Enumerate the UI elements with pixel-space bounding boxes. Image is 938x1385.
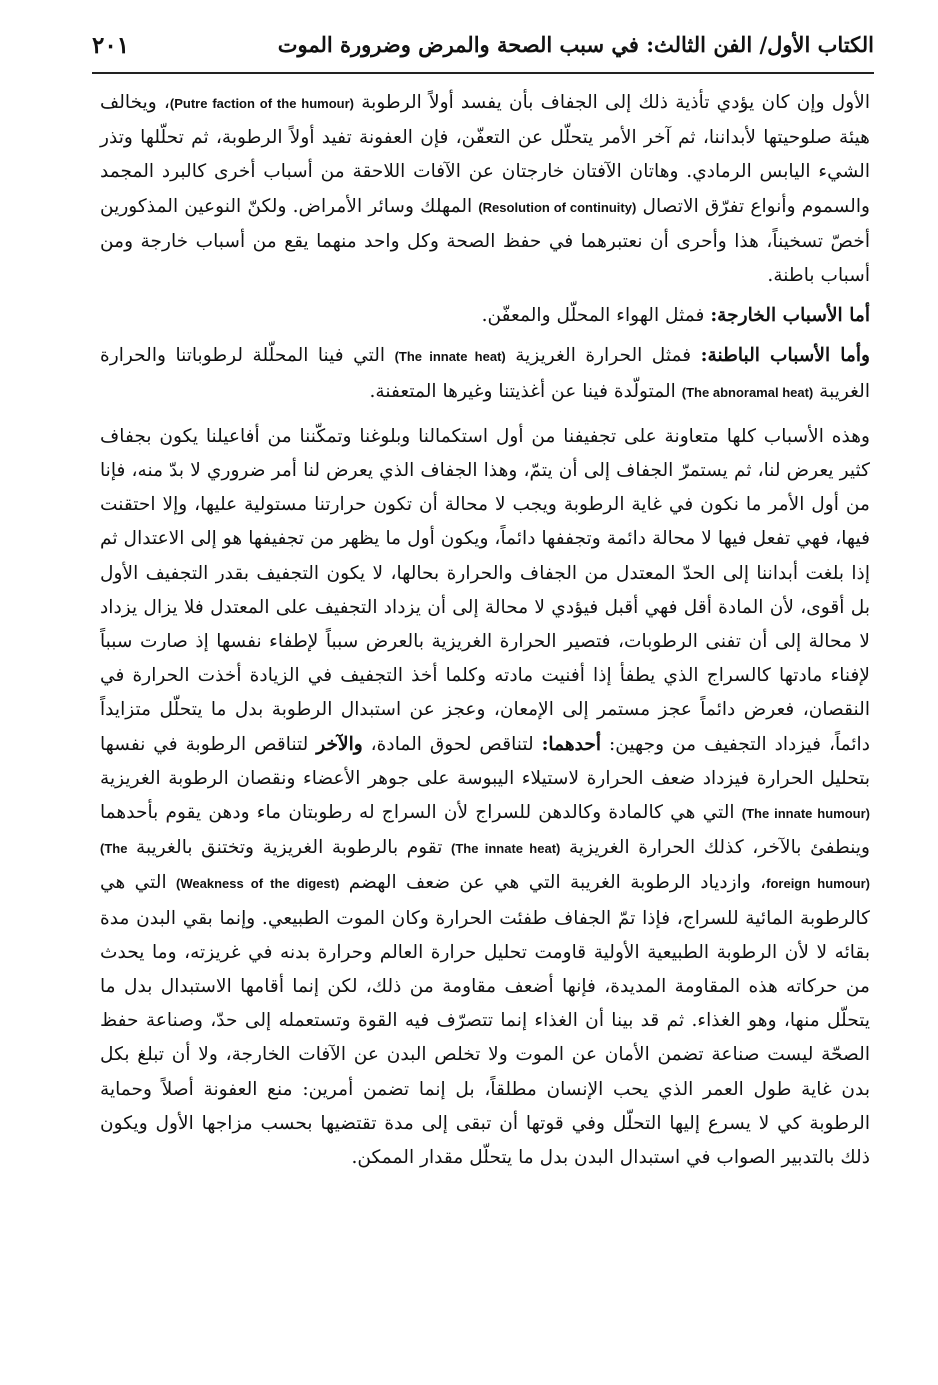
text-run: تقوم بالرطوبة الغريزية وتختنق بالغريبة xyxy=(136,837,443,859)
english-term: (The innate humour) xyxy=(741,806,870,822)
text-run: وهذه الأسباب كلها متعاونة على تجفيفنا من أول استكمالنا وبلوغنا وتمكّننا من أفاعيلنا يكون بجفاف كثير يعرض لنا، ثم يستمرّ الجفاف إلى أن يتمّ، وهذا الجفاف الذي يعرض لنا أمر ضروري لا بدّ منه، فإنا من أول الأمر ما نكون في غاية الرطوبة ويجب لا محالة أن تكون حرارتنا مستولية عليها، وإلا احتقنت فيها، فهي تفعل فيها لا محالة دائمة وتجففها دائماً، ويكون أول ما يظهر من تجفيفها هو إلى الاعتدال ثم إذا بلغت أبداننا إلى الحدّ المعتدل من الجفاف والحرارة بحالها، لا يكون التجفيف بقدر التجفيف الأول بل أقوى، لأن المادة أقل فهي أقبل فيؤدي لا محالة إلى أن يزداد التجفيف على المعتدل فلا يزال يزداد لا محالة إلى أن تفنى الرطوبات، فتصير الحرارة الغريزية بالعرض سبباً لإطفاء نفسها إذ صارت سبباً لإفناء مادتها كالسراج الذي يطفأ إذا أفنيت مادته وكلما أخذ التجفيف في الزيادة أخذت الحرارة في النقصان، فعرض دائماً عجز مستمر إلى الإمعان، وعجز عن استبدال الرطوبة بدل ما يتحلّل متزايداً دائماً، فيزداد التجفيف من وجهين: xyxy=(100,425,870,755)
page-header xyxy=(92,28,874,74)
text-run: ، ويخالف هيئة صلوحيتها لأبداننا، ثم آخر الأمر يتحلّل عن التعفّن، فإن العفونة تفيد أولاً الرطوبة، ثم تحلّلها وتذر الشيء اليابس الرمادي. وهاتان الآفتان خارجتان عن الآفات اللاحقة من أسباب أخرى كالبرد المجمد والسموم وأنواع تفرّق الاتصال xyxy=(100,92,870,217)
header-rule xyxy=(92,72,874,74)
section-label: أما الأسباب الخارجة: xyxy=(710,305,870,327)
english-term: (Resolution of continuity) xyxy=(478,199,637,215)
main-text xyxy=(100,86,870,1175)
text-run: الأول وإن كان يؤدي تأذية ذلك إلى الجفاف بأن يفسد أولاً الرطوبة xyxy=(361,92,870,113)
paragraph xyxy=(100,339,870,409)
text-run: التي هي كالمادة وكالدهن للسراج لأن السراج له رطوبتان ماء ودهن يقوم بأحدهما وينطفئ بالآخر، كذلك الحرارة الغريزية xyxy=(100,802,870,859)
text-run: المهلك وسائر الأمراض. ولكنّ النوعين المذكورين أخصّ تسخيناً، هذا وأحرى أن نعتبرهما في حفظ الصحة وكل واحد منهما يقع من أسباب خارجة ومن أسباب باطنة. xyxy=(100,195,870,287)
english-term: (Weakness of the digest) xyxy=(176,876,340,892)
text-run: التي فينا المحلّلة لرطوباتنا والحرارة الغريبة xyxy=(100,345,870,402)
text-run: المتولّدة فينا عن أغذيتنا وغيرها المتعفنة. xyxy=(369,380,676,402)
page-number: ٢٠١ xyxy=(92,32,130,59)
paragraph xyxy=(100,420,870,1175)
inline-label: أحدهما: xyxy=(541,733,602,755)
english-term: (The abnoramal heat) xyxy=(681,384,814,400)
english-term: (The innate heat) xyxy=(451,841,561,857)
paragraph xyxy=(100,86,870,293)
running-head: الكتاب الأول/ الفن الثالث: في سبب الصحة والمرض وضرورة الموت xyxy=(277,32,874,57)
text-run: فمثل الهواء المحلّل والمعفّن. xyxy=(481,305,705,327)
english-term: (The innate heat) xyxy=(394,349,506,365)
text-run: فمثل الحرارة الغريزية xyxy=(515,345,692,367)
english-term: (Putre faction of the humour) xyxy=(169,96,355,111)
inline-label: والآخر xyxy=(316,733,363,755)
english-term: (The foreign humour) xyxy=(100,841,870,892)
text-run: ، وازدياد الرطوبة الغريبة التي هي عن ضعف الهضم xyxy=(348,872,767,894)
text-run: لتناقص الرطوبة في نفسها بتحليل الحرارة فيزداد ضعف الحرارة لاستيلاء اليبوسة على جوهر الأعضاء ونقصان الرطوبة الغريزية xyxy=(100,733,870,789)
paragraph xyxy=(100,299,870,333)
text-run: لتناقص لحوق المادة، xyxy=(370,733,534,755)
section-label: وأما الأسباب الباطنة: xyxy=(700,345,870,367)
text-run: التي هي كالرطوبة المائية للسراج، فإذا تمّ الجفاف طفئت الحرارة وكان الموت الطبيعي. وإنما بقي البدن مدة بقائه لا لأن الرطوبة الطبيعية الأولية قاومت تحليل حرارة العالم وحرارة بدنه في غريزته، وما يحدث من حركاته هذه المقاومة المديدة، فإنها أضعف مقاومة من ذلك، لكن إنما أقامها الاستبدال بدل ما يتحلّل منها، وهو الغذاء. ثم قد بينا أن الغذاء إنما تتصرّف فيه القوة وتستعمله إلى حدّ، وصناعة حفظ الصحّة ليست صناعة تضمن الأمان عن الموت ولا تخلص البدن عن الآفات الخارجة، ولا أن تبلغ بكل بدن غاية طول العمر الذي يحب الإنسان مطلقاً، بل إنما تضمن أمرين: منع العفونة أصلاً وحماية الرطوبة كي لا يسرع إليها التحلّل وفي قوتها أن تبقى إلى مدة تقتضيها بحسب مزاجها الأول ويكون ذلك بالتدبير الصواب في استبدال البدن بدل ما يتحلّل مقدار الممكن. xyxy=(100,872,870,1169)
